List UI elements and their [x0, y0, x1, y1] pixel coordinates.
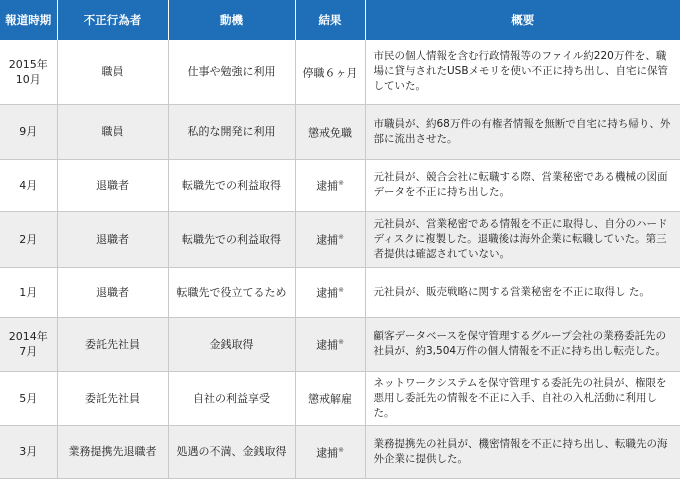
- header-summary: 概要: [365, 0, 680, 40]
- motive-cell: 自社の利益享受: [168, 371, 295, 425]
- motive-cell: 処遇の不満、金銭取得: [168, 425, 295, 478]
- result-text: 逮捕: [316, 446, 339, 460]
- note-mark: ※: [338, 286, 344, 295]
- result-cell: [295, 317, 365, 371]
- header-date: 報道時期: [0, 0, 57, 40]
- header-result: 結果: [295, 0, 365, 40]
- result-text: 懲戒免職: [308, 126, 352, 140]
- actor-cell: 委託先社員: [57, 317, 168, 371]
- result-cell: [295, 211, 365, 267]
- actor-cell: 業務提携先退職者: [57, 425, 168, 478]
- result-text: 逮捕: [316, 233, 339, 247]
- result-text: 逮捕: [316, 286, 339, 300]
- note-mark: ※: [338, 338, 344, 347]
- table-row: [0, 425, 680, 478]
- result-cell: [295, 104, 365, 159]
- summary-cell: 顧客データベースを保守管理するグループ会社の業務委託先の社員が、約3,504万件の個人情報を不正に持ち出し転売した。: [365, 317, 680, 371]
- result-cell: [295, 159, 365, 211]
- date-cell: 2月: [0, 211, 57, 267]
- table-row: [0, 267, 680, 317]
- actor-cell: 委託先社員: [57, 371, 168, 425]
- motive-cell: 仕事や勉強に利用: [168, 40, 295, 104]
- date-cell: 3月: [0, 425, 57, 478]
- motive-cell: 私的な開発に利用: [168, 104, 295, 159]
- table-row: [0, 104, 680, 159]
- summary-cell: ネットワークシステムを保守管理する委託先の社員が、権限を悪用し委託先の情報を不正に入手、自社の入札活動に利用した。: [365, 371, 680, 425]
- actor-cell: 退職者: [57, 211, 168, 267]
- note-mark: ※: [338, 233, 344, 242]
- result-text: 逮捕: [316, 179, 339, 193]
- header-actor: 不正行為者: [57, 0, 168, 40]
- motive-cell: 転職先で役立てるため: [168, 267, 295, 317]
- table-row: [0, 159, 680, 211]
- date-cell: 2015年 10月: [0, 40, 57, 104]
- result-cell: [295, 40, 365, 104]
- actor-cell: 職員: [57, 40, 168, 104]
- result-text: 懲戒解雇: [308, 392, 352, 406]
- date-cell: 1月: [0, 267, 57, 317]
- table-row: [0, 371, 680, 425]
- header-motive: 動機: [168, 0, 295, 40]
- actor-cell: 退職者: [57, 159, 168, 211]
- note-mark: ※: [338, 179, 344, 188]
- motive-cell: 金銭取得: [168, 317, 295, 371]
- result-cell: [295, 267, 365, 317]
- result-cell: [295, 371, 365, 425]
- actor-cell: 退職者: [57, 267, 168, 317]
- result-text: 逮捕: [316, 338, 339, 352]
- summary-cell: 元社員が、競合会社に転職する際、営業秘密である機械の図面データを不正に持ち出した。: [365, 159, 680, 211]
- date-cell: 9月: [0, 104, 57, 159]
- note-mark: ※: [338, 445, 344, 454]
- actor-cell: 職員: [57, 104, 168, 159]
- table-row: [0, 40, 680, 104]
- result-text: 停職６ヶ月: [302, 66, 358, 80]
- date-cell: 2014年 7月: [0, 317, 57, 371]
- date-cell: 4月: [0, 159, 57, 211]
- table-row: [0, 211, 680, 267]
- date-cell: 5月: [0, 371, 57, 425]
- summary-cell: 市民の個人情報を含む行政情報等のファイル約220万件を、職場に貸与されたUSBメモリを使い不正に持ち出し、自宅に保管していた。: [365, 40, 680, 104]
- header-row: [0, 0, 680, 40]
- summary-cell: 元社員が、販売戦略に関する営業秘密を不正に取得し た。: [365, 267, 680, 317]
- result-cell: [295, 425, 365, 478]
- summary-cell: 市職員が、約68万件の有権者情報を無断で自宅に持ち帰り、外部に流出させた。: [365, 104, 680, 159]
- summary-cell: 業務提携先の社員が、機密情報を不正に持ち出し、転職先の海外企業に提供した。: [365, 425, 680, 478]
- summary-cell: 元社員が、営業秘密である情報を不正に取得し、自分のハードディスクに複製した。退職後は海外企業に転職していた。第三者提供は確認されていない。: [365, 211, 680, 267]
- motive-cell: 転職先での利益取得: [168, 159, 295, 211]
- table-row: [0, 317, 680, 371]
- motive-cell: 転職先での利益取得: [168, 211, 295, 267]
